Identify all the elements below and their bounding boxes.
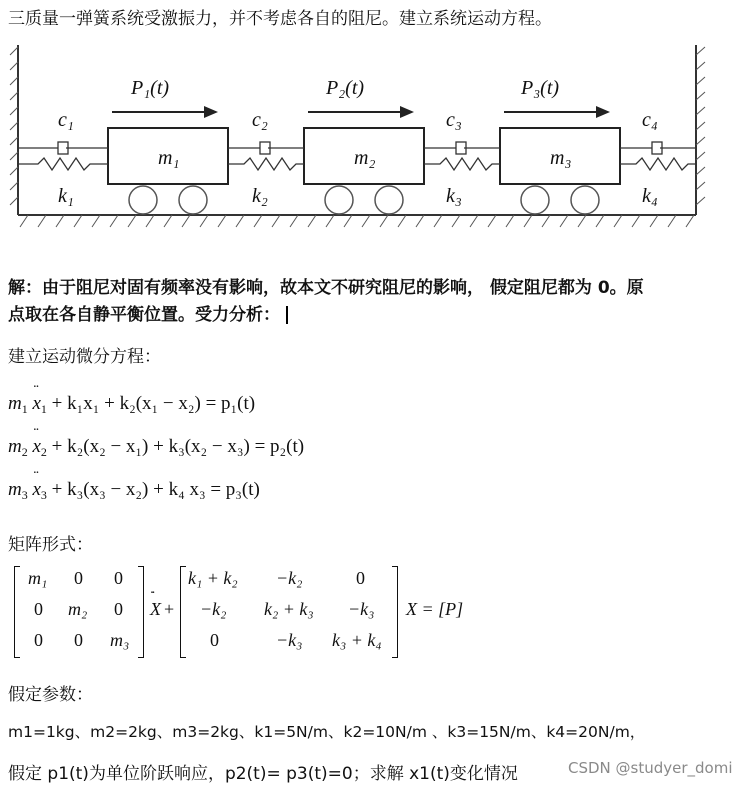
eq3-m-sub: 3 bbox=[21, 488, 28, 502]
spring-mass-diagram bbox=[8, 30, 728, 240]
eq2-m-sub: 2 bbox=[21, 445, 28, 459]
spring-label-3: k₃ bbox=[446, 185, 462, 207]
eq2-rest: + k₂(x₂ − x₁) + k₃(x₂ − x₃) = p₂(t) bbox=[51, 436, 305, 457]
damper-label-4: c₄ bbox=[642, 109, 658, 131]
diff-heading: 建立运动微分方程： bbox=[8, 347, 161, 367]
stiff-cell-2-1: −k₃ bbox=[276, 630, 303, 650]
eq1-m: m bbox=[8, 393, 22, 414]
eq1-xddot: ·· x bbox=[32, 393, 40, 415]
params-heading: 假定参数： bbox=[8, 685, 93, 705]
stiff-cell-2-0: 0 bbox=[210, 630, 219, 650]
wheels bbox=[129, 186, 599, 214]
eq3-x-sub: 3 bbox=[40, 488, 47, 502]
equation-1 bbox=[8, 393, 255, 417]
stiffness-matrix-left-bracket bbox=[180, 566, 186, 658]
solution-text-2: 点取在各自静平衡位置。受力分析： bbox=[8, 305, 280, 325]
mass-cell-1-1: m₂ bbox=[68, 599, 88, 619]
right-wall-hatch bbox=[696, 47, 705, 205]
stiff-cell-0-0: k₁ + k₂ bbox=[188, 568, 238, 588]
spring-label-1: k₁ bbox=[58, 185, 74, 207]
problem-title: 三质量一弹簧系统受激振力，并不考虑各自的阻尼。建立系统运动方程。 bbox=[8, 9, 552, 29]
spring-label-4: k₄ bbox=[642, 185, 658, 207]
watermark: CSDN @studyer_domi bbox=[568, 759, 733, 777]
equation-3 bbox=[8, 479, 260, 503]
damper-label-3: c₃ bbox=[446, 109, 462, 131]
eq1-rest: + k₁x₁ + k₂(x₁ − x₂) = p₁(t) bbox=[51, 393, 256, 414]
eq2-xddot: ·· x bbox=[32, 436, 40, 458]
mass-cell-2-1: 0 bbox=[74, 630, 83, 650]
eq1-x-sub: 1 bbox=[40, 402, 47, 416]
matrix-plus: + bbox=[164, 599, 175, 619]
equation-2 bbox=[8, 436, 304, 460]
matrix-heading: 矩阵形式： bbox=[8, 535, 93, 555]
stiff-cell-0-1: −k₂ bbox=[276, 568, 303, 588]
matrix-rhs: X = [P] bbox=[406, 599, 464, 619]
damper-label-2: c₂ bbox=[252, 109, 268, 131]
solution-line-2 bbox=[8, 300, 288, 325]
solution-label: 解： bbox=[8, 278, 42, 298]
spring-label-2: k₂ bbox=[252, 185, 268, 207]
mass-cell-0-1: 0 bbox=[74, 568, 83, 588]
mass-cell-0-2: 0 bbox=[114, 568, 123, 588]
text-cursor bbox=[286, 306, 288, 324]
mass-label-1: m₁ bbox=[158, 147, 180, 169]
mass-cell-2-2: m₃ bbox=[110, 630, 130, 650]
stiff-cell-1-0: −k₂ bbox=[200, 599, 227, 619]
eq2-x-sub: 2 bbox=[40, 445, 47, 459]
stiff-cell-1-2: −k₃ bbox=[348, 599, 375, 619]
matrix-xddot: ·· X bbox=[150, 599, 161, 620]
matrix-equation bbox=[14, 566, 474, 660]
floor-hatch bbox=[20, 215, 694, 227]
left-wall-hatch bbox=[10, 47, 18, 205]
force-label-1: P₁(t) bbox=[131, 77, 170, 99]
mass-label-3: m₃ bbox=[550, 147, 572, 169]
solution-text-1: 由于阻尼对固有频率没有影响，故本文不研究阻尼的影响， 假定阻尼都为 0。原 bbox=[42, 278, 644, 298]
stiff-cell-0-2: 0 bbox=[356, 568, 365, 588]
mass-matrix-left-bracket bbox=[14, 566, 20, 658]
mass-label-2: m₂ bbox=[354, 147, 376, 169]
eq3-rest: + k₃(x₃ − x₂) + k₄ x₃ = p₃(t) bbox=[51, 479, 260, 500]
assumption-line: 假定 p1(t)为单位阶跃响应，p2(t)= p3(t)=0；求解 x1(t)变化情况 bbox=[8, 764, 518, 784]
mass-cell-1-2: 0 bbox=[114, 599, 123, 619]
force-label-3: P₃(t) bbox=[521, 77, 560, 99]
mass-cell-0-0: m₁ bbox=[28, 568, 48, 588]
solution-line-1 bbox=[8, 273, 644, 298]
stiff-cell-1-1: k₂ + k₃ bbox=[264, 599, 314, 619]
damper-label-1: c₁ bbox=[58, 109, 74, 131]
stiff-cell-2-2: k₃ + k₄ bbox=[332, 630, 382, 650]
params-line: m1=1kg、m2=2kg、m3=2kg、k1=5N/m、k2=10N/m 、k3=15N/m、k4=20N/m， bbox=[8, 723, 646, 741]
mass-matrix-right-bracket bbox=[138, 566, 144, 658]
eq3-xddot: ·· x bbox=[32, 479, 40, 501]
eq2-m: m bbox=[8, 436, 22, 457]
eq3-m: m bbox=[8, 479, 22, 500]
stiffness-matrix-right-bracket bbox=[392, 566, 398, 658]
mass-cell-1-0: 0 bbox=[34, 599, 43, 619]
force-label-2: P₂(t) bbox=[326, 77, 365, 99]
mass-cell-2-0: 0 bbox=[34, 630, 43, 650]
eq1-m-sub: 1 bbox=[21, 402, 28, 416]
